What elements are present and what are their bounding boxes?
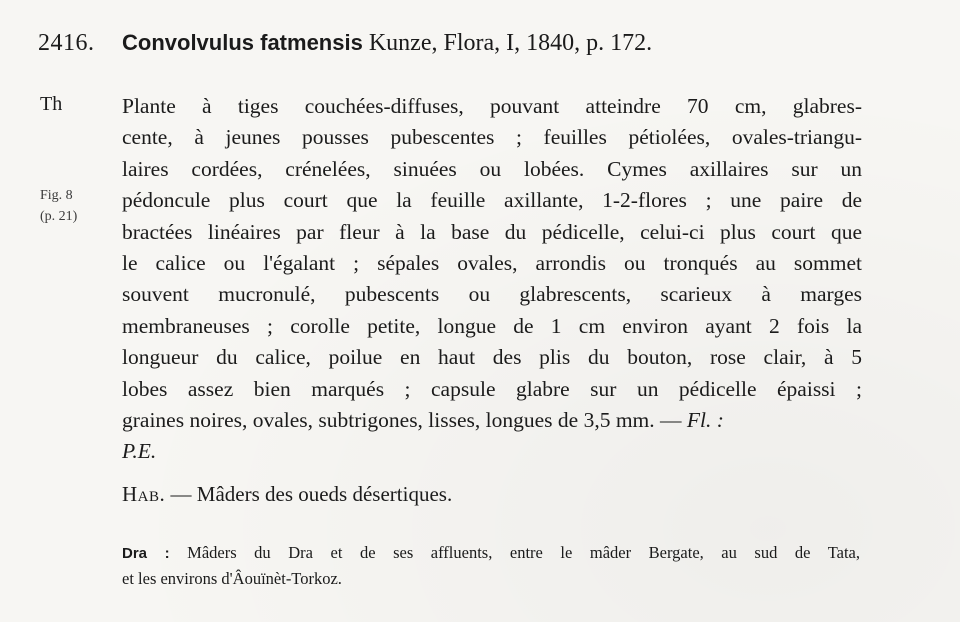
flora-value: P.E. [122, 439, 157, 464]
description-line: longueur du calice, poilue en haut des plis du bouton, rose clair, à 5 [122, 345, 862, 370]
description-line: Plante à tiges couchées-diffuses, pouvant atteindre 70 cm, glabres- [122, 94, 862, 118]
species-heading [122, 30, 652, 57]
species-description [122, 91, 862, 468]
locality-region: Dra : [122, 545, 170, 562]
description-line: cente, à jeunes pousses pubescentes ; feuilles pétiolées, ovales-triangu- [122, 125, 862, 150]
entry-number: 2416. [38, 30, 95, 56]
habitat-text: — Mâders des oueds désertiques. [170, 482, 453, 506]
description-line: le calice ou l'égalant ; sépales ovales, arrondis ou tronqués au sommet [122, 251, 862, 276]
figure-reference-number: Fig. 8 [40, 188, 73, 203]
flora-label: Fl. : [686, 408, 724, 433]
habitat-label: Hab. [122, 482, 166, 506]
figure-reference [40, 185, 77, 227]
description-line: laires cordées, crénelées, sinuées ou lobées. Cymes axillaires sur un [122, 156, 862, 181]
description-line [122, 405, 862, 436]
life-form-label: Th [40, 93, 63, 115]
description-line: souvent mucronulé, pubescents ou glabrescents, scarieux à marges [122, 282, 862, 307]
species-name: Convolvulus fatmensis [122, 30, 363, 55]
locality-section [122, 540, 860, 591]
description-line: bractées linéaires par fleur à la base du pédicelle, celui-ci plus court que [122, 219, 862, 244]
habitat-section [122, 482, 452, 507]
locality-text-1: Mâders du Dra et de ses affluents, entre le mâder Bergate, au sud de Tata, [187, 543, 860, 562]
locality-line [122, 540, 860, 566]
species-citation: Kunze, Flora, I, 1840, p. 172. [368, 30, 653, 56]
description-line: lobes assez bien marqués ; capsule glabre sur un pédicelle épaissi ; [122, 376, 862, 401]
locality-text-2: et les environs d'Âouïnèt-Torkoz. [122, 569, 342, 588]
description-line: membraneuses ; corolle petite, longue de 1 cm environ ayant 2 fois la [122, 313, 862, 338]
figure-reference-page: (p. 21) [40, 209, 78, 224]
description-line-text: graines noires, ovales, subtrigones, lisses, longues de 3,5 mm. — [122, 408, 682, 433]
description-line: pédoncule plus court que la feuille axillante, 1-2-flores ; une paire de [122, 188, 862, 213]
